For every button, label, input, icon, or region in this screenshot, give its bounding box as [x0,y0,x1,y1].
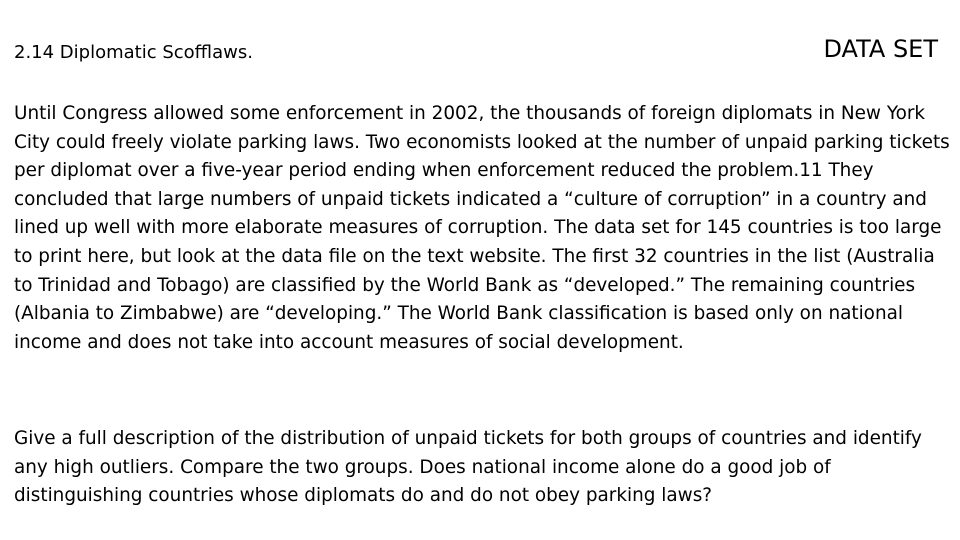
exercise-title: 2.14 Diplomatic Scofflaws. [14,42,253,63]
data-set-label: DATA SET [823,35,938,63]
question-paragraph: Give a full description of the distribution of unpaid tickets for both groups of countries and identify any high outliers. Compare the two groups. Does national income alone do a good job of distinguishing countries whose diplomats do and do not obey parking laws? [14,428,922,507]
intro-paragraph: Until Congress allowed some enforcement in 2002, the thousands of foreign diplomats in New York City could freely violate parking laws. Two economists looked at the number of unpaid parking tickets per diplomat over a five-year period ending when enforcement reduced the problem.11 They concluded that large numbers of unpaid tickets indicated a “culture of corruption” in a country and lined up well with more elaborate measures of corruption. The data set for 145 countries is too large to print here, but look at the data file on the text website. The first 32 countries in the list (Australia to Trinidad and Tobago) are classified by the World Bank as “developed.” The remaining countries (Albania to Zimbabwe) are “developing.” The World Bank classification is based only on national income and does not take into account measures of social development. [14,103,950,353]
